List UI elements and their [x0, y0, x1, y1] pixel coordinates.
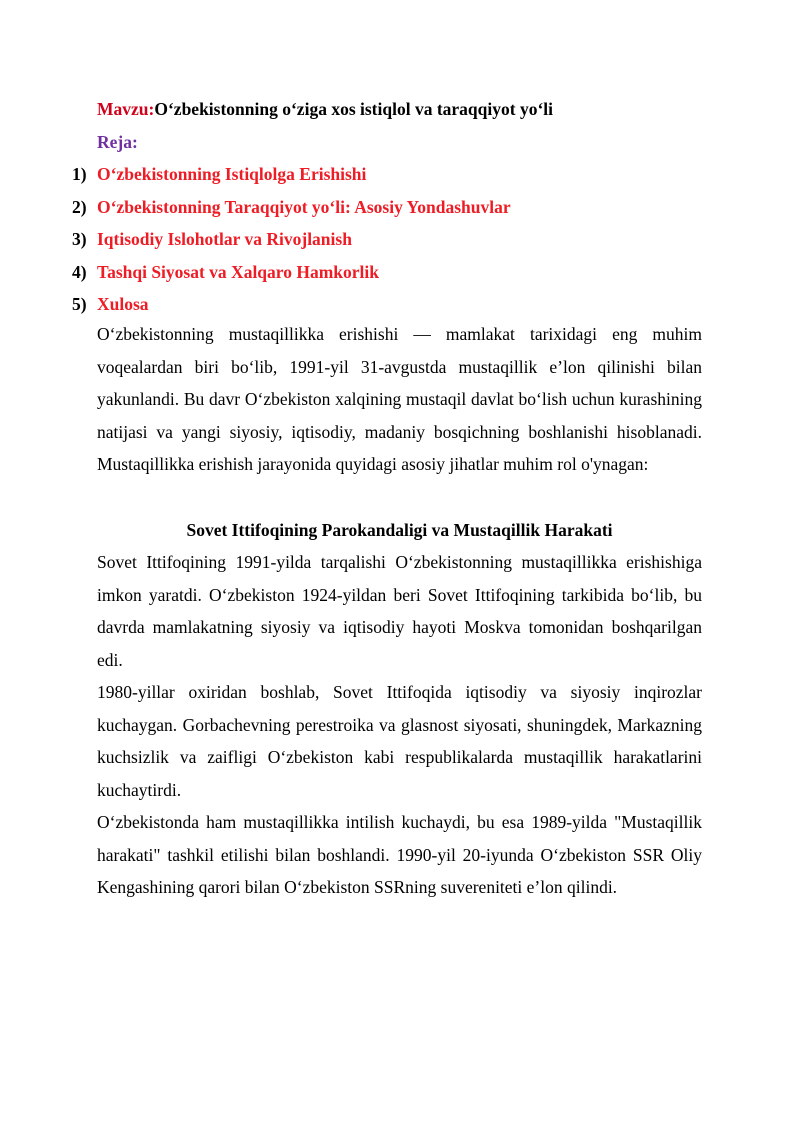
plan-label: Reja:: [97, 132, 138, 152]
body-paragraph-2: 1980-yillar oxiridan boshlab, Sovet Ittifoqida iqtisodiy va siyosiy inqirozlar kuchaygan. Gorbachevning perestroika va glasnost siyosati, shuningdek, Markazning kuchsizlik va zaifligi O‘zbekiston kabi respublikalarda mustaqillik harakatlarini kuchaytirdi.: [97, 682, 702, 800]
plan-item: [72, 162, 511, 195]
plan-item-text: Xulosa: [97, 294, 149, 314]
plan-item: [72, 195, 511, 228]
plan-item-number: 5): [72, 294, 87, 314]
plan-item-number: 4): [72, 261, 87, 282]
plan-item-number: 3): [72, 229, 87, 249]
plan-item-text: O‘zbekistonning Taraqqiyot yo‘li: Asosiy Yondashuvlar: [97, 196, 511, 217]
topic-title: O‘zbekistonning o‘ziga xos istiqlol va taraqqiyot yo‘li: [154, 99, 553, 119]
section-heading: Sovet Ittifoqining Parokandaligi va Mustaqillik Harakati: [186, 520, 613, 540]
plan-item-text: Iqtisodiy Islohotlar va Rivojlanish: [97, 229, 352, 249]
plan-item: [72, 227, 511, 260]
plan-item-number: 1): [72, 164, 87, 184]
topic-line: [97, 97, 553, 121]
plan-list: [72, 162, 511, 325]
plan-item-text: Tashqi Siyosat va Xalqaro Hamkorlik: [97, 261, 380, 282]
plan-item-number: 2): [72, 196, 87, 217]
plan-item: [72, 260, 511, 293]
body-paragraph-3: O‘zbekistonda ham mustaqillikka intilish kuchaydi, bu esa 1989-yilda "Mustaqillik harakati" tashkil etilishi bilan boshlandi. 1990-yil 20-iyunda O‘zbekiston SSR Oliy Kengashining qarori bilan O‘zbekiston SSRning suvereniteti e’lon qilindi.: [97, 812, 702, 897]
plan-item-text: O‘zbekistonning Istiqlolga Erishishi: [97, 164, 367, 184]
topic-label: Mavzu:: [97, 99, 155, 119]
intro-paragraph: O‘zbekistonning mustaqillikka erishishi — mamlakat tarixidagi eng muhim voqealardan biri bo‘lib, 1991-yil 31-avgustda mustaqillik e’lon qilinishi bilan yakunlandi. Bu davr O‘zbekiston xalqining mustaqil davlat bo‘lish uchun kurashining natijasi va yangi siyosiy, iqtisodiy, madaniy bosqichning boshlanishi hisoblanadi. Mustaqillikka erishish jarayonida quyidagi asosiy jihatlar muhim rol o'ynagan:: [97, 324, 702, 474]
body-paragraph-1: Sovet Ittifoqining 1991-yilda tarqalishi O‘zbekistonning mustaqillikka erishishiga imkon yaratdi. O‘zbekiston 1924-yildan beri Sovet Ittifoqining tarkibida bo‘lib, bu davrda mamlakatning siyosiy va iqtisodiy hayoti Moskva tomonidan boshqarilgan edi.: [97, 552, 702, 670]
